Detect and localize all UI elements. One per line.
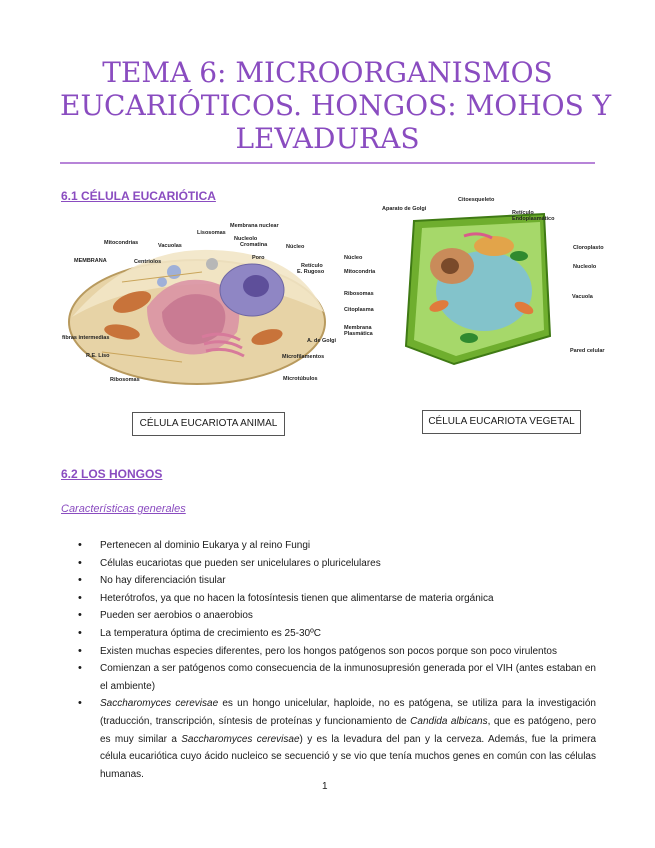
label-endoplasmatico: Endoplasmático [512,216,555,222]
bullet-text: ) y es la levadura del pan y la cerveza. Además, fue la primera célula eucariótica cuyo ácido nucleico se secuenció y se vio que tenía muchos genes en común con las células humanas. [100,733,597,780]
species-name: Saccharomyces cerevisae [100,698,219,710]
label-nucleo-plant: Núcleo [344,255,363,261]
label-reticulo-plant: Retículo [512,210,534,216]
section-heading-cell: 6.1 CÉLULA EUCARIÓTICA [61,189,216,203]
label-microfilamentos: Microfilamentos [282,354,325,360]
bullet-text: , que es patógeno, pero es muy similar a [100,715,597,745]
page-number: 1 [322,781,328,792]
list-item: • Pertenecen al dominio Eukarya y al reino Fungi [78,537,596,555]
plant-cell-figure [344,196,612,370]
animal-cell-illustration [62,212,332,392]
characteristics-list [78,537,596,783]
label-centriolos: Centriolos [134,259,162,265]
label-re-liso: R.E. Liso [86,353,110,359]
label-membrana-plant: Membrana [344,325,372,331]
animal-cell-caption: CÉLULA EUCARIOTA ANIMAL [132,412,285,436]
plant-cell-illustration [344,196,612,370]
label-citoesqueleto: Citoesqueleto [458,197,495,203]
label-citoplasma: Citoplasma [344,307,374,313]
plant-cell-caption: CÉLULA EUCARIOTA VEGETAL [422,410,581,434]
list-item: • No hay diferenciación tisular [78,572,596,590]
label-ribosomas-plant: Ribosomas [344,291,374,297]
label-fibras-intermedias: fibras intermedias [62,335,110,341]
section-heading-fungi: 6.2 LOS HONGOS [61,467,163,481]
label-ribosomas: Ribosomas [110,377,140,383]
label-vacuola: Vacuola [572,294,593,300]
species-name: Saccharomyces cerevisae [181,733,300,745]
label-membrana-nuclear: Membrana nuclear [230,223,279,229]
label-vacuolas: Vacuolas [158,243,182,249]
label-aparato-de-golgi: Aparato de Golgi [382,206,427,212]
label-reticulo: Retículo [301,263,323,269]
label-microtubulos: Microtúbulos [283,376,318,382]
subheading-characteristics: Características generales [61,503,186,515]
label-cloroplasto: Cloroplasto [573,245,604,251]
label-nucleo: Núcleo [286,244,305,250]
list-item: • La temperatura óptima de crecimiento es 25-30ºC [78,625,596,643]
list-item: • Células eucariotas que pueden ser unicelulares o pluricelulares [78,555,596,573]
page-title [60,56,612,155]
list-item: • Pueden ser aerobios o anaerobios [78,607,596,625]
title-line-2: EUCARIÓTICOS. HONGOS: MOHOS Y [60,89,612,122]
label-nucleolo-plant: Nucleolo [573,264,597,270]
label-cromatina: Cromatina [240,242,268,248]
list-item: • Existen muchas especies diferentes, pero los hongos patógenos son pocos porque son poco virulentos [78,643,596,661]
label-aparato-golgi: A. de Golgi [307,338,337,344]
title-line-3: LEVADURAS [235,122,420,155]
label-nucleolo: Nucleolo [234,236,258,242]
animal-cell-figure [62,212,337,392]
list-item-saccharomyces [78,695,596,783]
species-name: Candida albicans [410,715,488,727]
list-item: • Heterótrofos, ya que no hacen la fotosíntesis tienen que alimentarse de materia orgánica [78,590,596,608]
title-divider [60,162,595,164]
label-poro: Poro [252,255,265,261]
label-pared-celular: Pared celular [570,348,605,354]
label-mitocondrias: Mitocondrias [104,240,139,246]
label-lisosomas: Lisosomas [197,230,226,236]
label-plasmatica: Plasmática [344,331,373,337]
list-item: • Comienzan a ser patógenos como consecuencia de la inmunosupresión generada por el VIH (antes estaban en el ambiente) [78,660,596,695]
label-e-rugoso: E. Rugoso [297,269,325,275]
title-line-1: TEMA 6: MICROORGANISMOS [102,56,553,89]
label-mitocondria: Mitocondria [344,269,376,275]
bullet-text: es un hongo unicelular, haploide, no es patógena, se utiliza para la investigación (traducción, transcripción, síntesis de proteínas y funcionamiento de [100,698,596,727]
label-membrana: MEMBRANA [74,258,107,264]
